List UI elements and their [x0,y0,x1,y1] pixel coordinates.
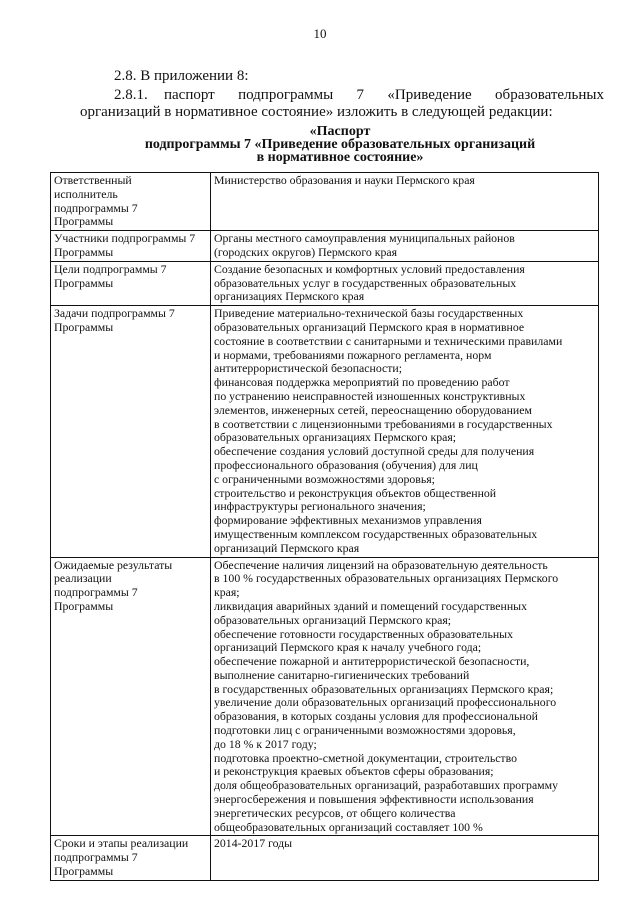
row-value-line: образовательных организаций Пермского края; [214,612,452,627]
row-value-line: Министерство образования и науки Пермского края [214,173,475,187]
row-value-line: образовательных организациях Пермского края; [214,430,457,445]
passport-title [80,125,600,164]
row-value-line: формирование эффективных механизмов управления [214,513,482,528]
row-value-cell [211,173,599,231]
row-value-line: состояние в соответствии с санитарными и техническими правилами [214,333,563,348]
row-value-line: Органы местного самоуправления муниципальных районов [214,231,515,246]
row-label-line: реализации [54,571,112,586]
row-label-line: подпрограммы 7 [54,585,138,600]
title-line-2: подпрограммы 7 «Приведение образовательных организаций [144,137,536,152]
row-label-line: Программы [54,244,114,259]
row-label-line: Программы [54,275,114,290]
row-label-line: Ожидаемые результаты [54,557,173,572]
row-value-line: (городских округов) Пермского края [214,244,398,259]
table-row [51,306,599,557]
row-value-cell [211,557,599,836]
passport-table [50,172,599,881]
row-value-line: антитеррористической безопасности; [214,361,403,376]
row-value-line: энергетических ресурсов, от общего количества [214,805,456,820]
row-value-line: организаций Пермского края к началу учебного года; [214,640,482,655]
row-value-line: в 100 % государственных образовательных организациях Пермского [214,571,559,586]
item-text-second-line: организаций в нормативное состояние» изложить в следующей редакции: [80,104,553,120]
row-value-line: подготовки лиц с ограниченными возможностями здоровья, [214,723,516,738]
row-label-line: Задачи подпрограммы 7 [54,306,175,321]
row-value-line: инфраструктуры регионального значения; [214,499,426,514]
row-label-cell [51,231,211,262]
row-label-line: подпрограммы 7 [54,850,138,865]
row-value-line: обеспечение готовности государственных образовательных [214,626,513,641]
row-value-line: с ограниченными возможностями здоровья; [214,471,435,486]
row-label-cell [51,836,211,880]
row-value-line: в государственных образовательных организациях Пермского края; [214,681,554,696]
row-value-cell [211,836,599,880]
row-label-line: подпрограммы 7 [54,200,138,215]
row-label-line: исполнитель [54,186,118,201]
row-value-cell [211,306,599,557]
row-label-line: Программы [54,319,114,334]
row-value-line: выполнение санитарно-гигиенических требований [214,667,470,682]
row-value-line: края; [214,585,240,600]
table-row [51,557,599,836]
row-label-line: Сроки и этапы реализации [54,836,189,851]
item-number: 2.8.1. [114,87,148,103]
table-row [51,231,599,262]
row-value-line: образовательных организаций Пермского края в нормативное [214,319,525,334]
row-value-line: Создание безопасных и комфортных условий предоставления [214,261,525,276]
row-value-line: энергосбережения и повышения эффективности использования [214,792,534,807]
section-heading: 2.8. В приложении 8: [114,68,249,84]
row-label-line: Программы [54,214,114,229]
row-value-line: ликвидация аварийных зданий и помещений государственных [214,598,527,613]
row-label-line: Участники подпрограммы 7 [54,231,196,246]
table-row [51,836,599,880]
row-value-line: организаций Пермского края [214,540,360,555]
row-label-cell [51,173,211,231]
row-value-line: 2014-2017 годы [214,836,293,851]
row-label-line: Программы [54,598,114,613]
row-value-line: Приведение материально-технической базы государственных [214,306,524,321]
passport-table-body [51,173,599,881]
page-number: 10 [313,26,327,41]
row-value-line: образования, в которых созданы условия для профессиональной [214,709,538,724]
row-label-cell [51,557,211,836]
row-value-line: обеспечение создания условий доступной среды для получения [214,444,535,459]
row-value-line: финансовая поддержка мероприятий по проведению работ [214,375,510,390]
row-value-line: и реконструкция краевых объектов сферы образования; [214,764,494,779]
row-label-line: Ответственный [54,173,132,187]
row-value-line: в соответствии с лицензионными требованиями в государственных [214,416,553,431]
row-value-line: увеличение доли образовательных организаций профессионального [214,695,557,710]
row-value-line: образовательных услуг в государственных образовательных [214,275,517,290]
row-value-line: подготовка проектно-сметной документации, строительство [214,750,517,765]
row-value-line: имущественным комплексом государственных образовательных [214,526,538,541]
row-value-line: строительство и реконструкция объектов общественной [214,485,497,500]
table-row [51,261,599,305]
row-value-line: по устранению неисправностей изношенных конструктивных [214,388,526,403]
row-value-line: профессионального образования (обучения) для лиц [214,457,478,472]
row-value-line: общеобразовательных организаций составляет 100 % [214,819,483,834]
row-label-cell [51,306,211,557]
row-value-cell [211,231,599,262]
row-value-line: организациях Пермского края [214,289,365,304]
title-line-1: «Паспорт [309,124,371,139]
table-row [51,173,599,231]
row-value-line: доля общеобразовательных организаций, разработавших программу [214,778,559,793]
row-label-line: Цели подпрограммы 7 [54,261,167,276]
row-value-cell [211,261,599,305]
row-value-line: элементов, инженерных сетей, переоснащению оборудованием [214,402,532,417]
row-value-line: и нормами, требованиями пожарного регламента, норм [214,347,492,362]
row-value-line: обеспечение пожарной и антитеррористической безопасности, [214,654,530,669]
item-text-first-line: паспорт подпрограммы 7 «Приведение образовательных [164,87,604,103]
title-line-3: в нормативное состояние» [256,150,424,165]
row-value-line: Обеспечение наличия лицензий на образовательную деятельность [214,557,548,572]
row-value-line: до 18 % к 2017 году; [214,736,317,751]
row-label-line: Программы [54,864,114,879]
row-label-cell [51,261,211,305]
